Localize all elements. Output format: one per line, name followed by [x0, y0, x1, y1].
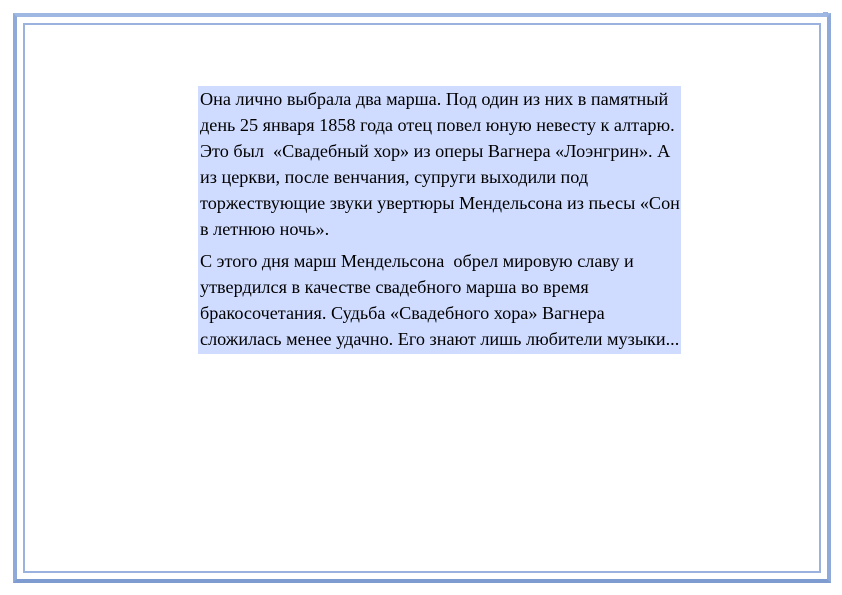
paragraph-1: Она лично выбрала два марша. Под один из них в памятный день 25 января 1858 года отец повел юную невесту к алтарю. Это был «Свадебный хор» из оперы Вагнера «Лоэнгрин». А из церкви, после венчания, супруги выходили под торжествующие звуки увертюры Мендельсона из пьесы «Сон в летнюю ночь». [200, 89, 685, 239]
corner-mark [823, 12, 828, 17]
paragraph-2: С этого дня марш Мендельсона обрел мировую славу и утвердился в качестве свадебного марша во время бракосочетания. Судьба «Свадебного хора» Вагнера сложилась менее удачно. Его знают лишь любители музыки... [200, 251, 680, 349]
highlighted-text-block [198, 86, 685, 354]
